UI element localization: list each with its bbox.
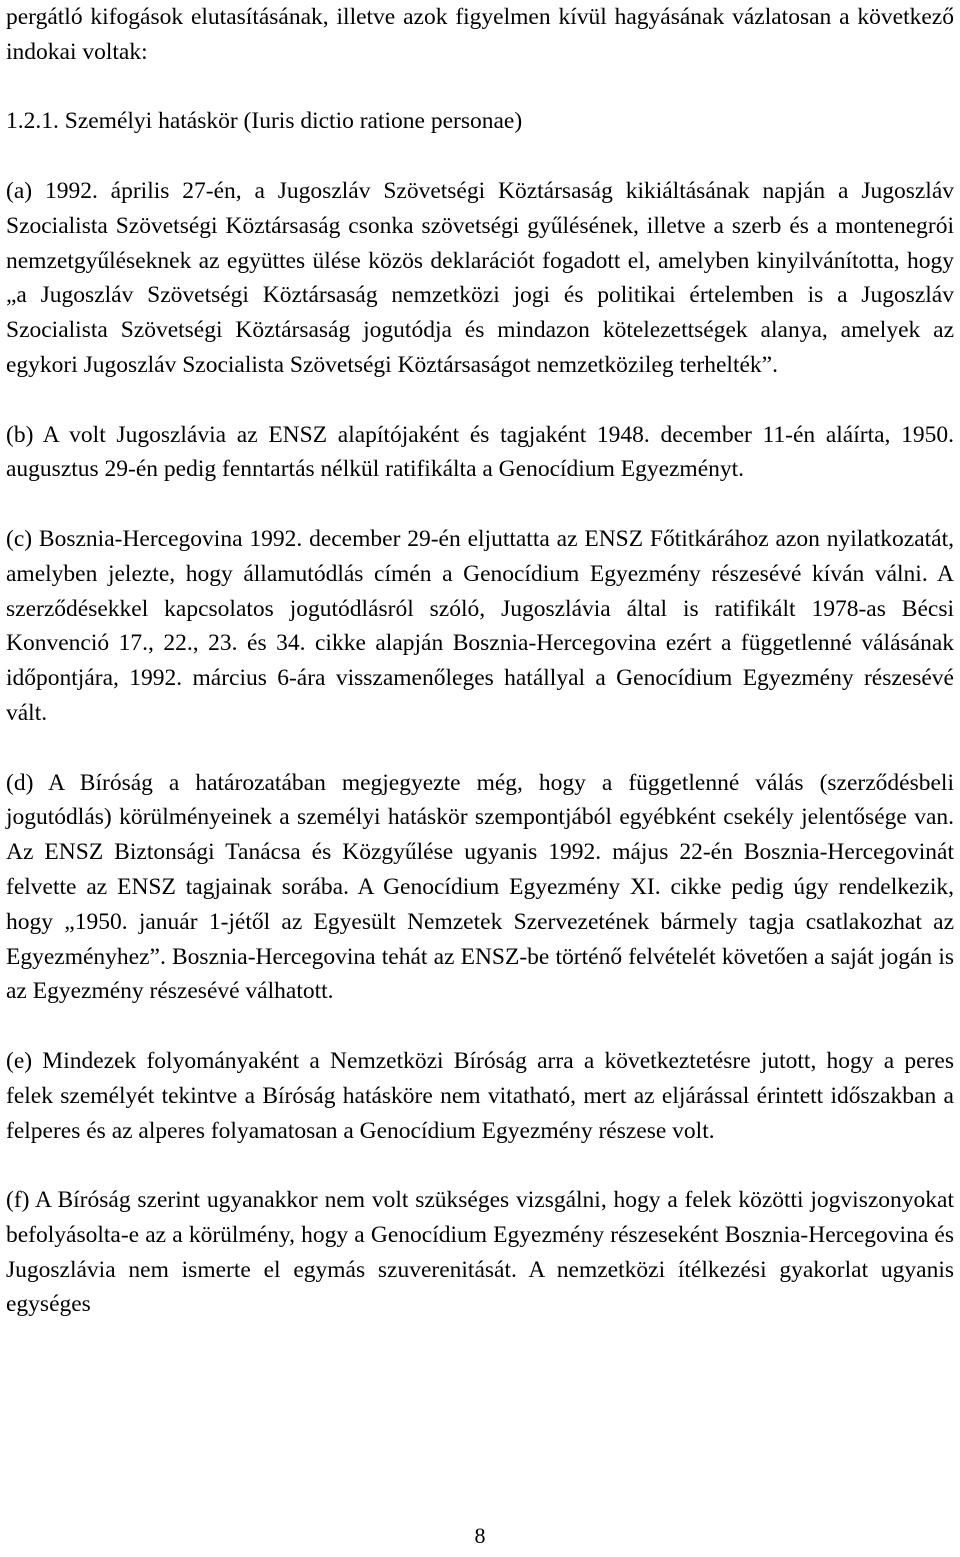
paragraph-a: (a) 1992. április 27-én, a Jugoszláv Szövetségi Köztársaság kikiáltásának napján a Jugoszláv Szocialista Szövetségi Köztársaság csonka szövetségi gyűlésének, illetve a szerb és a montenegrói nemzetgyűléseknek az együttes ülése közös deklarációt fogadott el, amelyben kinyilvánította, hogy „a Jugoszláv Szövetségi Köztársaság nemzetközi jogi és politikai értelemben is a Jugoszláv Szocialista Szövetségi Köztársaság jogutódja és mindazon kötelezettségek alanya, amelyek az egykori Jugoszláv Szocialista Szövetségi Köztársaságot nemzetközileg terhelték”. [6, 177, 954, 378]
section-heading: 1.2.1. Személyi hatáskör (Iuris dictio ratione personae) [6, 108, 523, 135]
paragraph-d: (d) A Bíróság a határozatában megjegyezte még, hogy a függetlenné válás (szerződésbeli jogutódlás) körülményeinek a személyi hatáskör szempontjából egyébként csekély jelentősége van. Az ENSZ Biztonsági Tanácsa és Közgyűlése ugyanis 1992. május 22-én Bosznia-Hercegovinát felvette az ENSZ tagjainak sorába. A Genocídium Egyezmény XI. cikke pedig úgy rendelkezik, hogy „1950. január 1-jétől az Egyesült Nemzetek Szervezetének bármely tagja csatlakozhat az Egyezményhez”. Bosznia-Hercegovina tehát az ENSZ-be történő felvételét követően a saját jogán is az Egyezmény részesévé válhatott. [6, 769, 954, 1005]
paragraph-e: (e) Mindezek folyományaként a Nemzetközi Bíróság arra a következtetésre jutott, hogy a peres felek személyét tekintve a Bíróság hatásköre nem vitatható, mert az eljárással érintett időszakban a felperes és az alperes folyamatosan a Genocídium Egyezmény részese volt. [6, 1047, 954, 1144]
paragraph-c: (c) Bosznia-Hercegovina 1992. december 29-én eljuttatta az ENSZ Főtitkárához azon nyilatkozatát, amelyben jelezte, hogy államutódlás címén a Genocídium Egyezmény részesévé kíván válni. A szerződésekkel kapcsolatos jogutódlásról szóló, Jugoszlávia által is ratifikált 1978-as Bécsi Konvenció 17., 22., 23. és 34. cikke alapján Bosznia-Hercegovina ezért a függetlenné válásának időpontjára, 1992. március 6-ára visszamenőleges hatállyal a Genocídium Egyezmény részesévé vált. [6, 525, 954, 726]
document-page [6, 0, 954, 1322]
intro-text: pergátló kifogások elutasításának, illetve azok figyelmen kívül hagyásának vázlatosan a következő indokai voltak: [6, 4, 954, 65]
page-number: 8 [474, 1523, 486, 1548]
paragraph-f: (f) A Bíróság szerint ugyanakkor nem volt szükséges vizsgálni, hogy a felek közötti jogviszonyokat befolyásolta-e az a körülmény, hogy a Genocídium Egyezmény részeseként Bosznia-Hercegovina és Jugoszlávia nem ismerte el egymás szuverenitását. A nemzetközi ítélkezési gyakorlat ugyanis egységes [6, 1187, 954, 1318]
paragraph-b: (b) A volt Jugoszlávia az ENSZ alapítójaként és tagjaként 1948. december 11-én aláírta, 1950. augusztus 29-én pedig fenntartás nélkül ratifikálta a Genocídium Egyezményt. [6, 421, 954, 483]
